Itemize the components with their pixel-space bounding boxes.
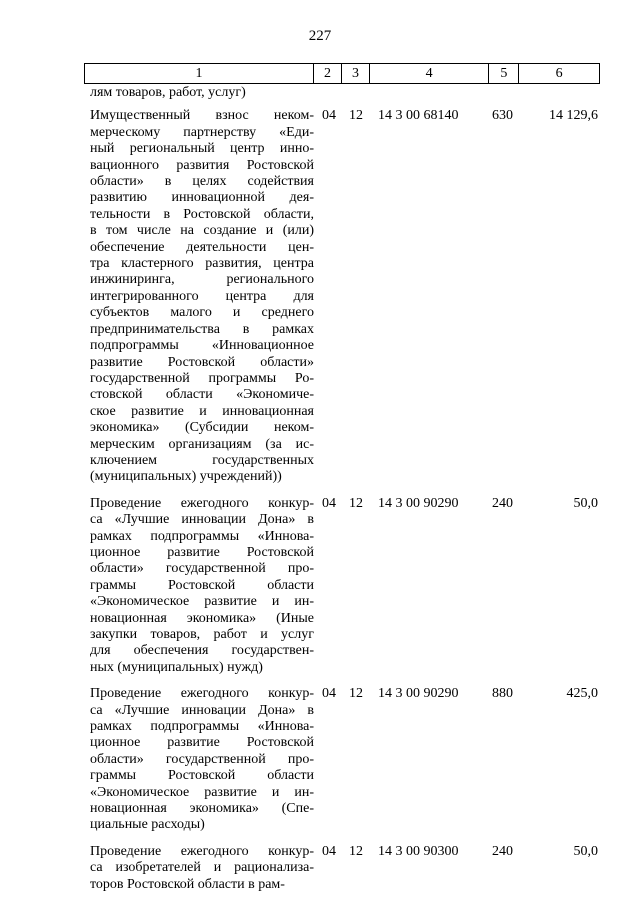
subsection-code: 12 <box>349 495 363 511</box>
description-line: циальные расходы) <box>90 817 205 833</box>
expense-type-code: 240 <box>492 495 513 511</box>
amount: 425,0 <box>566 686 598 702</box>
description-line: в том числе на создание и (или) <box>90 223 314 239</box>
description-line: инжиниринга, регионального <box>90 272 314 288</box>
header-col-3: 3 <box>342 64 370 83</box>
table-body <box>84 108 600 893</box>
header-col-1: 1 <box>85 64 314 83</box>
header-col-2: 2 <box>314 64 342 83</box>
description-line: государственной программы Ро- <box>90 370 314 386</box>
description-line: стовской области «Экономиче- <box>90 387 314 403</box>
row-description <box>84 844 314 893</box>
expense-type-code: 880 <box>492 686 513 702</box>
row-description <box>84 686 314 834</box>
table-row <box>84 108 600 485</box>
description-line: ный региональный центр инно- <box>90 141 314 157</box>
description-line: (муниципальных) учреждений)) <box>90 469 282 485</box>
description-line: предпринимательства в рамках <box>90 321 314 337</box>
description-line: «Экономическое развитие и ин- <box>90 594 314 610</box>
description-line: торов Ростовской области в рам- <box>90 876 285 892</box>
description-line: новационная экономика» (Спе- <box>90 801 314 817</box>
description-line: новационная экономика» (Иные <box>90 610 314 626</box>
description-line: граммы Ростовской области <box>90 768 314 784</box>
description-line: мерческому партнерству «Еди- <box>90 124 314 140</box>
description-line: Проведение ежегодного конкур- <box>90 843 314 859</box>
subsection-code: 12 <box>349 108 363 124</box>
section-code: 04 <box>322 108 336 124</box>
header-col-4: 4 <box>370 64 490 83</box>
description-line: са «Лучшие инновации Дона» в <box>90 702 314 718</box>
description-line: «Экономическое развитие и ин- <box>90 784 314 800</box>
description-line: Проведение ежегодного конкур- <box>90 686 314 702</box>
description-line: развитие Ростовской области» <box>90 354 314 370</box>
description-line: са изобретателей и рационализа- <box>90 860 314 876</box>
description-line: Проведение ежегодного конкур- <box>90 495 314 511</box>
table-row <box>84 686 600 834</box>
row-description <box>84 496 314 676</box>
subsection-code: 12 <box>349 843 363 859</box>
target-article-code: 14 3 00 90290 <box>378 686 459 702</box>
continuation-row <box>84 85 600 101</box>
description-line: вационного развития Ростовской <box>90 157 314 173</box>
description-line: граммы Ростовской области <box>90 577 314 593</box>
description-line: области» государственной про- <box>90 561 314 577</box>
description-line: субъектов малого и среднего <box>90 305 314 321</box>
description-line: подпрограммы «Инновационное <box>90 338 314 354</box>
description-line: развитию инновационной дея- <box>90 190 314 206</box>
section-code: 04 <box>322 495 336 511</box>
page-number: 227 <box>308 28 332 44</box>
section-code: 04 <box>322 686 336 702</box>
description-line: обеспечение деятельности цен- <box>90 239 314 255</box>
description-line: ционное развитие Ростовской <box>90 544 314 560</box>
row-description <box>84 108 314 485</box>
description-line: тельности в Ростовской области, <box>90 206 314 222</box>
description-line: ных (муниципальных) нужд) <box>90 659 263 675</box>
description-line: Имущественный взнос неком- <box>90 108 314 124</box>
description-line: ционное развитие Ростовской <box>90 735 314 751</box>
description-line: рамках подпрограммы «Иннова- <box>90 719 314 735</box>
target-article-code: 14 3 00 90290 <box>378 495 459 511</box>
description-line: экономика» (Субсидии неком- <box>90 420 314 436</box>
description-line: ское развитие и инновационная <box>90 403 314 419</box>
description-line: области» в целях содействия <box>90 174 314 190</box>
description-line: тра кластерного развития, центра <box>90 256 314 272</box>
table-row <box>84 496 600 676</box>
description-line: интегрированного центра для <box>90 288 314 304</box>
header-col-6: 6 <box>555 66 563 81</box>
description-line: са «Лучшие инновации Дона» в <box>90 512 314 528</box>
description-line: закупки товаров, работ и услуг <box>90 627 314 642</box>
description-line: для обеспечения государствен- <box>90 643 314 659</box>
expense-type-code: 240 <box>492 843 513 859</box>
description-line: области» государственной про- <box>90 751 314 767</box>
amount: 50,0 <box>573 843 598 859</box>
target-article-code: 14 3 00 68140 <box>378 108 459 124</box>
subsection-code: 12 <box>349 686 363 702</box>
expense-type-code: 630 <box>492 108 513 124</box>
header-col-5: 5 <box>489 64 519 83</box>
description-line: мерческим организациям (за ис- <box>90 436 314 452</box>
description-line: ключением государственных <box>90 452 314 468</box>
description-line: рамках подпрограммы «Иннова- <box>90 528 314 544</box>
amount: 14 129,6 <box>549 108 598 124</box>
table-header-row <box>84 63 600 84</box>
section-code: 04 <box>322 843 336 859</box>
amount: 50,0 <box>573 495 598 511</box>
target-article-code: 14 3 00 90300 <box>378 843 459 859</box>
budget-table <box>84 63 600 893</box>
table-row <box>84 844 600 893</box>
continuation-text: лям товаров, работ, услуг) <box>90 85 246 100</box>
